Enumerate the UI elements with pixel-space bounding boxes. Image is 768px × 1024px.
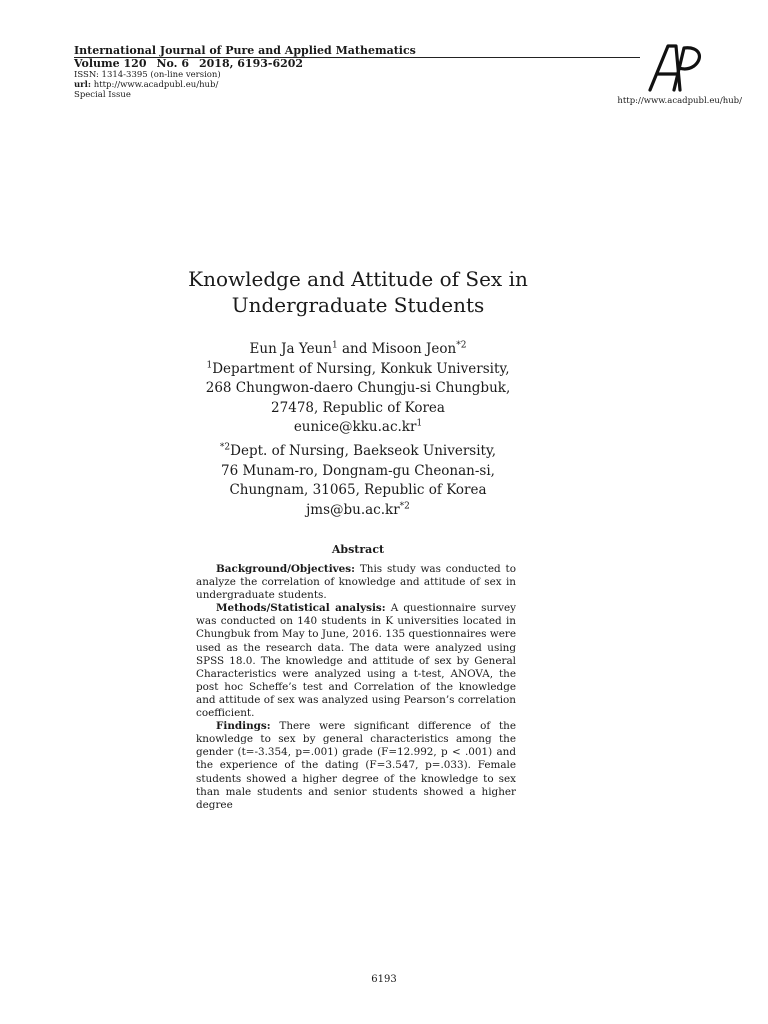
title-line: Undergraduate Students bbox=[231, 293, 485, 317]
abstract-text: There were significant difference of the knowledge to sex by general characteristics among the gender (t=-3.354, p=.001) grade (F=12.992, p < .001) and the experience of the dating (F=3.547, p=.033). Female students showed a higher degree of the knowledge to sex than male students and senior students showed a higher degree bbox=[196, 720, 516, 811]
email-sup: 1 bbox=[416, 418, 423, 429]
email-text[interactable]: eunice@kku.ac.kr bbox=[293, 419, 417, 436]
affiliation-1 bbox=[150, 360, 566, 380]
abstract-label: Background/Objectives: bbox=[216, 563, 355, 575]
affiliation-line: Department of Nursing, Konkuk University, bbox=[212, 360, 510, 377]
journal-issue: Special Issue bbox=[74, 90, 131, 100]
author-block bbox=[150, 340, 566, 520]
title-line: Knowledge and Attitude of Sex in bbox=[188, 267, 528, 291]
journal-issn: ISSN: 1314-3395 (on-line version) bbox=[74, 70, 221, 80]
journal-year-pages: 2018, 6193-6202 bbox=[198, 57, 304, 70]
abstract-text: A questionnaire survey was conducted on 140 students in K universities located in Chungbuk from May to June, 2016. 135 questionnaires were used as the research data. The data were analyzed using SPSS 18.0. The knowledge and attitude of sex by General Characteristics were analyzed using a t-test, ANOVA, the post hoc Scheffe’s test and Correlation of the knowledge and attitude of sex was analyzed using Pearson’s correlation coefficient. bbox=[196, 602, 516, 720]
header-right-url[interactable]: http://www.acadpubl.eu/hub/ bbox=[617, 96, 742, 106]
affiliation-line: 27478, Republic of Korea bbox=[271, 399, 445, 416]
abstract-background bbox=[196, 563, 516, 602]
abstract-methods bbox=[196, 602, 516, 720]
abstract-text: This study was conducted to analyze the correlation of knowledge and attitude of sex in undergraduate students. bbox=[196, 563, 516, 602]
abstract-body bbox=[196, 563, 516, 812]
journal-volume-line bbox=[74, 57, 674, 70]
affiliation-line: Dept. of Nursing, Baekseok University, bbox=[230, 442, 497, 459]
journal-url[interactable]: http://www.acadpubl.eu/hub/ bbox=[93, 80, 219, 90]
journal-header bbox=[74, 44, 674, 100]
journal-number: No. 6 bbox=[156, 57, 189, 70]
abstract-heading: Abstract bbox=[331, 543, 385, 556]
journal-name: International Journal of Pure and Applied Mathematics bbox=[74, 44, 416, 57]
affiliation-sup: *2 bbox=[219, 442, 231, 453]
email-text[interactable]: jms@bu.ac.kr bbox=[306, 501, 400, 518]
abstract-label: Findings: bbox=[216, 720, 271, 733]
journal-volume: Volume 120 bbox=[74, 57, 147, 70]
affiliation-sup: 1 bbox=[206, 360, 213, 371]
author-sup: *2 bbox=[456, 340, 467, 351]
paper-title bbox=[150, 266, 566, 318]
header-rule bbox=[74, 57, 640, 58]
abstract-label: Methods/Statistical analysis: bbox=[216, 602, 386, 615]
email-1 bbox=[150, 418, 566, 438]
page-number: 6193 bbox=[371, 974, 397, 985]
journal-url-label: url: bbox=[74, 80, 92, 90]
affiliation-line: Chungnam, 31065, Republic of Korea bbox=[229, 482, 487, 499]
author-names bbox=[150, 340, 566, 360]
author-name-1: Eun Ja Yeun bbox=[249, 341, 332, 357]
publisher-logo bbox=[646, 40, 706, 94]
abstract-findings bbox=[196, 720, 516, 812]
affiliation-2 bbox=[150, 442, 566, 462]
journal-url-line bbox=[74, 80, 674, 90]
affiliation-line: 268 Chungwon-daero Chungju-si Chungbuk, bbox=[205, 380, 511, 397]
email-sup: *2 bbox=[399, 501, 410, 512]
author-sup: 1 bbox=[331, 340, 338, 351]
email-2 bbox=[150, 501, 566, 521]
affiliation-line: 76 Munam-ro, Dongnam-gu Cheonan-si, bbox=[221, 462, 495, 479]
author-name-2: and Misoon Jeon bbox=[337, 341, 457, 357]
